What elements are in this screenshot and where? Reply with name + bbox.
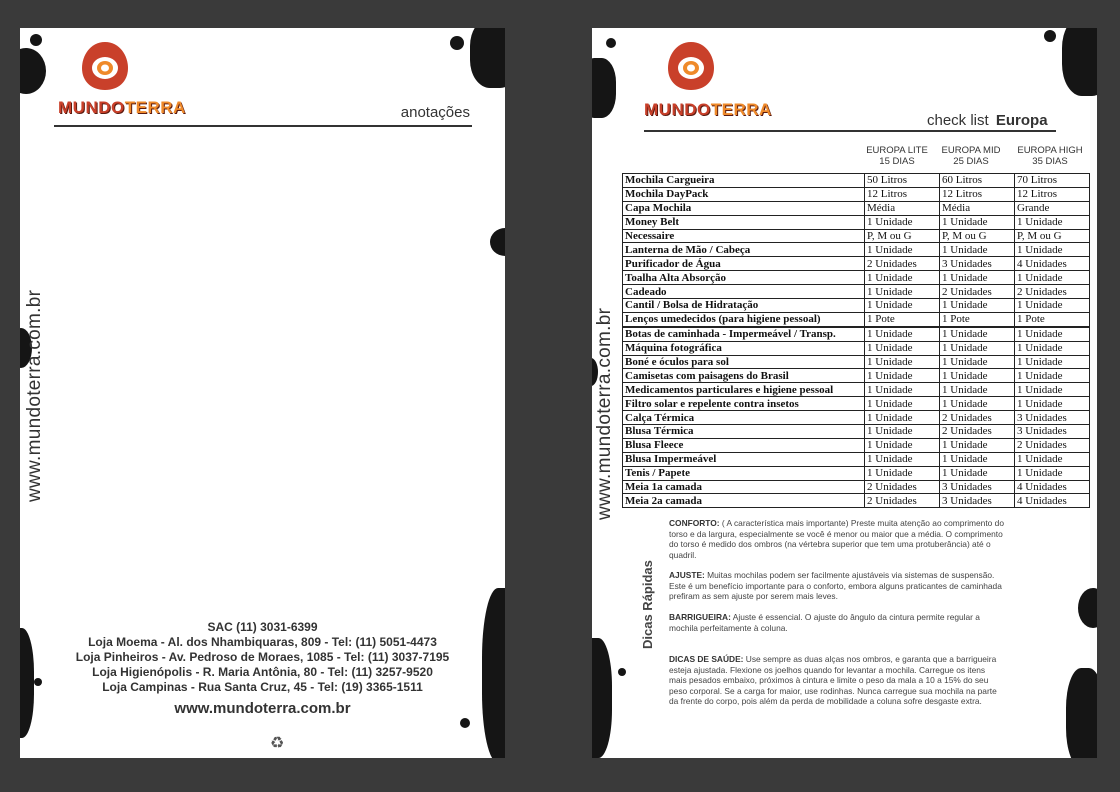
tip-saude: DICAS DE SAÚDE: Use sempre as duas alças nos ombros, e garanta que a barrigueira esteja ajustada. Flexione os joelhos quando for levantar a mochila. Carregue os itens mais pesados embaixo, próximos à cintura e limite o peso da mala a 10 a 15% do seu peso corporal. Se a carga for maior, use rodinhas. Nunca carregue sua mochila na parte da frente do corpo, pois além da perda de mobilidade a coluna sofre desgaste extra. (669, 654, 997, 707)
logo-eye-icon (80, 40, 130, 92)
quantity-cell: 1 Unidade (865, 452, 940, 466)
table-row (623, 243, 1090, 257)
quantity-cell: Média (865, 201, 940, 215)
quantity-cell: 1 Unidade (940, 383, 1015, 397)
item-name-cell: Blusa Impermeável (623, 452, 865, 466)
quantity-cell: 1 Unidade (940, 355, 1015, 369)
quantity-cell: P, M ou G (1015, 229, 1090, 243)
quantity-cell: 50 Litros (865, 174, 940, 188)
item-name-cell: Medicamentos particulares e higiene pessoal (623, 383, 865, 397)
page-title: anotações (400, 104, 470, 121)
quantity-cell: 1 Unidade (1015, 271, 1090, 285)
ink-splatter (592, 58, 616, 118)
quantity-cell: Grande (1015, 201, 1090, 215)
quantity-cell: 2 Unidades (865, 480, 940, 494)
quantity-cell: 4 Unidades (1015, 480, 1090, 494)
vertical-website-url: www.mundoterra.com.br (24, 289, 45, 502)
quantity-cell: 1 Unidade (940, 438, 1015, 452)
quantity-cell: 1 Unidade (865, 271, 940, 285)
quantity-cell: 1 Unidade (865, 215, 940, 229)
quantity-cell: 3 Unidades (940, 494, 1015, 508)
brand-wordmark: MUNDOTERRA (644, 100, 772, 119)
quantity-cell: P, M ou G (865, 229, 940, 243)
quantity-cell: 1 Unidade (865, 341, 940, 355)
quantity-cell: 1 Unidade (865, 355, 940, 369)
vertical-website-url: www.mundoterra.com.br (594, 307, 615, 520)
ink-splatter (470, 28, 505, 88)
table-row (623, 425, 1090, 439)
ink-splatter (1044, 30, 1056, 42)
quantity-cell: 12 Litros (865, 187, 940, 201)
quantity-cell: 3 Unidades (940, 257, 1015, 271)
quantity-cell: 1 Unidade (940, 327, 1015, 341)
checklist-page (592, 28, 1097, 758)
column-header: EUROPA MID 25 DIAS (941, 145, 1001, 167)
ink-splatter (460, 718, 470, 728)
quantity-cell: P, M ou G (940, 229, 1015, 243)
quantity-cell: 1 Unidade (940, 452, 1015, 466)
quantity-cell: 60 Litros (940, 174, 1015, 188)
item-name-cell: Boné e óculos para sol (623, 355, 865, 369)
quantity-cell: 1 Unidade (940, 299, 1015, 313)
quantity-cell: 12 Litros (940, 187, 1015, 201)
item-name-cell: Blusa Térmica (623, 425, 865, 439)
brand-logo (644, 40, 804, 130)
ink-splatter (450, 36, 464, 50)
table-row (623, 369, 1090, 383)
table-row (623, 438, 1090, 452)
ink-splatter (30, 34, 42, 46)
table-row (623, 201, 1090, 215)
title-divider (54, 125, 472, 127)
quantity-cell: 2 Unidades (940, 411, 1015, 425)
tip-barrigueira: BARRIGUEIRA: Ajuste é essencial. O ajuste do ângulo da cintura permite regular a mochila perfeitamente à coluna. (669, 612, 980, 633)
store-address: Loja Moema - Al. dos Nhambiquaras, 809 - Tel: (11) 5051-4473 (88, 635, 437, 649)
title-divider (644, 130, 1056, 132)
quantity-cell: 1 Unidade (1015, 383, 1090, 397)
quantity-cell: 1 Unidade (940, 466, 1015, 480)
quantity-cell: 1 Unidade (940, 397, 1015, 411)
store-address: Loja Pinheiros - Av. Pedroso de Moraes, 1085 - Tel: (11) 3037-7195 (75, 650, 450, 664)
table-row (623, 187, 1090, 201)
table-row (623, 466, 1090, 480)
quantity-cell: 1 Unidade (1015, 397, 1090, 411)
ink-splatter (20, 48, 46, 94)
quantity-cell: 1 Pote (1015, 312, 1090, 326)
quantity-cell: 1 Unidade (865, 243, 940, 257)
table-row (623, 299, 1090, 313)
ink-splatter (1078, 588, 1097, 628)
quantity-cell: 2 Unidades (940, 425, 1015, 439)
quantity-cell: 1 Unidade (1015, 215, 1090, 229)
item-name-cell: Toalha Alta Absorção (623, 271, 865, 285)
tip-conforto: CONFORTO: ( A característica mais importante) Preste muita atenção ao comprimento do torso e da largura, especialmente se você é menor ou maior que a média. O comprimento do torso é medido dos ombros (na vértebra superior que tem uma protuberância) até o quadril. (669, 518, 1004, 560)
quantity-cell: 1 Unidade (865, 425, 940, 439)
column-header: EUROPA HIGH 35 DIAS (1017, 145, 1083, 167)
item-name-cell: Money Belt (623, 215, 865, 229)
store-address: Loja Campinas - Rua Santa Cruz, 45 - Tel: (19) 3365-1511 (102, 680, 423, 694)
item-name-cell: Mochila Cargueira (623, 174, 865, 188)
logo-eye-icon (666, 40, 716, 92)
item-name-cell: Cadeado (623, 285, 865, 299)
table-row (623, 285, 1090, 299)
table-row (623, 215, 1090, 229)
item-name-cell: Cantil / Bolsa de Hidratação (623, 299, 865, 313)
quantity-cell: 1 Unidade (940, 243, 1015, 257)
quantity-cell: 1 Unidade (1015, 355, 1090, 369)
sac-phone: SAC (11) 3031-6399 (207, 620, 318, 634)
quantity-cell: 2 Unidades (865, 257, 940, 271)
item-name-cell: Purificador de Água (623, 257, 865, 271)
ink-splatter (1062, 28, 1097, 96)
recycle-icon: ♻ (270, 735, 285, 752)
item-name-cell: Necessaire (623, 229, 865, 243)
table-row (623, 383, 1090, 397)
quantity-cell: 70 Litros (1015, 174, 1090, 188)
quantity-cell: 2 Unidades (1015, 285, 1090, 299)
contact-info (20, 620, 505, 695)
ink-splatter (1066, 668, 1097, 758)
footer-website-url: www.mundoterra.com.br (174, 700, 351, 717)
item-name-cell: Lanterna de Mão / Cabeça (623, 243, 865, 257)
quantity-cell: 1 Unidade (865, 411, 940, 425)
quantity-cell: 1 Unidade (1015, 299, 1090, 313)
quantity-cell: Média (940, 201, 1015, 215)
table-row (623, 355, 1090, 369)
tip-ajuste: AJUSTE: Muitas mochilas podem ser facilmente ajustáveis via sistemas de suspensão. Este é um benefício importante para o conforto, embora alguns praticantes de caminhada prefiram as sem ajuste por serem mais leves. (669, 570, 1002, 602)
quantity-cell: 4 Unidades (1015, 494, 1090, 508)
quantity-cell: 2 Unidades (865, 494, 940, 508)
page-title (927, 112, 1048, 129)
ink-splatter (490, 228, 505, 256)
quantity-cell: 3 Unidades (1015, 411, 1090, 425)
table-row (623, 271, 1090, 285)
table-row (623, 312, 1090, 326)
table-row (623, 397, 1090, 411)
item-name-cell: Mochila DayPack (623, 187, 865, 201)
quantity-cell: 1 Unidade (865, 466, 940, 480)
quantity-cell: 1 Unidade (865, 299, 940, 313)
quantity-cell: 1 Unidade (865, 285, 940, 299)
quantity-cell: 1 Pote (865, 312, 940, 326)
quantity-cell: 1 Unidade (940, 341, 1015, 355)
quantity-cell: 1 Unidade (940, 369, 1015, 383)
quantity-cell: 1 Unidade (1015, 341, 1090, 355)
quantity-cell: 3 Unidades (1015, 425, 1090, 439)
quantity-cell: 1 Unidade (865, 369, 940, 383)
item-name-cell: Lenços umedecidos (para higiene pessoal) (623, 312, 865, 326)
table-row (623, 480, 1090, 494)
quantity-cell: 1 Unidade (865, 327, 940, 341)
item-name-cell: Blusa Fleece (623, 438, 865, 452)
table-row (623, 327, 1090, 341)
ink-splatter (592, 638, 612, 758)
quantity-cell: 4 Unidades (1015, 257, 1090, 271)
quantity-cell: 3 Unidades (940, 480, 1015, 494)
table-row (623, 229, 1090, 243)
table-row (623, 411, 1090, 425)
checklist-table (622, 173, 1090, 508)
store-address: Loja Higienópolis - R. Maria Antônia, 80 - Tel: (11) 3257-9520 (92, 665, 433, 679)
quantity-cell: 2 Unidades (1015, 438, 1090, 452)
quantity-cell: 1 Unidade (865, 397, 940, 411)
tips-title: Dicas Rápidas (640, 560, 655, 649)
table-row (623, 452, 1090, 466)
quantity-cell: 1 Unidade (1015, 327, 1090, 341)
brand-logo (58, 40, 218, 130)
quantity-cell: 1 Unidade (940, 271, 1015, 285)
item-name-cell: Máquina fotográfica (623, 341, 865, 355)
item-name-cell: Filtro solar e repelente contra insetos (623, 397, 865, 411)
title-region: Europa (995, 112, 1048, 129)
quantity-cell: 1 Unidade (865, 383, 940, 397)
table-row (623, 174, 1090, 188)
item-name-cell: Camisetas com paisagens do Brasil (623, 369, 865, 383)
item-name-cell: Tenis / Papete (623, 466, 865, 480)
quantity-cell: 1 Unidade (865, 438, 940, 452)
table-row (623, 494, 1090, 508)
ink-splatter (606, 38, 616, 48)
quantity-cell: 1 Unidade (1015, 369, 1090, 383)
item-name-cell: Botas de caminhada - Impermeável / Transp. (623, 327, 865, 341)
item-name-cell: Calça Térmica (623, 411, 865, 425)
quantity-cell: 12 Litros (1015, 187, 1090, 201)
table-row (623, 341, 1090, 355)
title-prefix: check list (927, 112, 989, 129)
quantity-cell: 1 Unidade (1015, 243, 1090, 257)
quantity-cell: 1 Unidade (940, 215, 1015, 229)
brand-wordmark: MUNDOTERRA (58, 98, 186, 117)
quantity-cell: 2 Unidades (940, 285, 1015, 299)
item-name-cell: Capa Mochila (623, 201, 865, 215)
quantity-cell: 1 Pote (940, 312, 1015, 326)
column-header: EUROPA LITE 15 DIAS (866, 145, 928, 167)
notes-page (20, 28, 505, 758)
table-row (623, 257, 1090, 271)
quantity-cell: 1 Unidade (1015, 466, 1090, 480)
item-name-cell: Meia 1a camada (623, 480, 865, 494)
ink-splatter (618, 668, 626, 676)
quantity-cell: 1 Unidade (1015, 452, 1090, 466)
item-name-cell: Meia 2a camada (623, 494, 865, 508)
